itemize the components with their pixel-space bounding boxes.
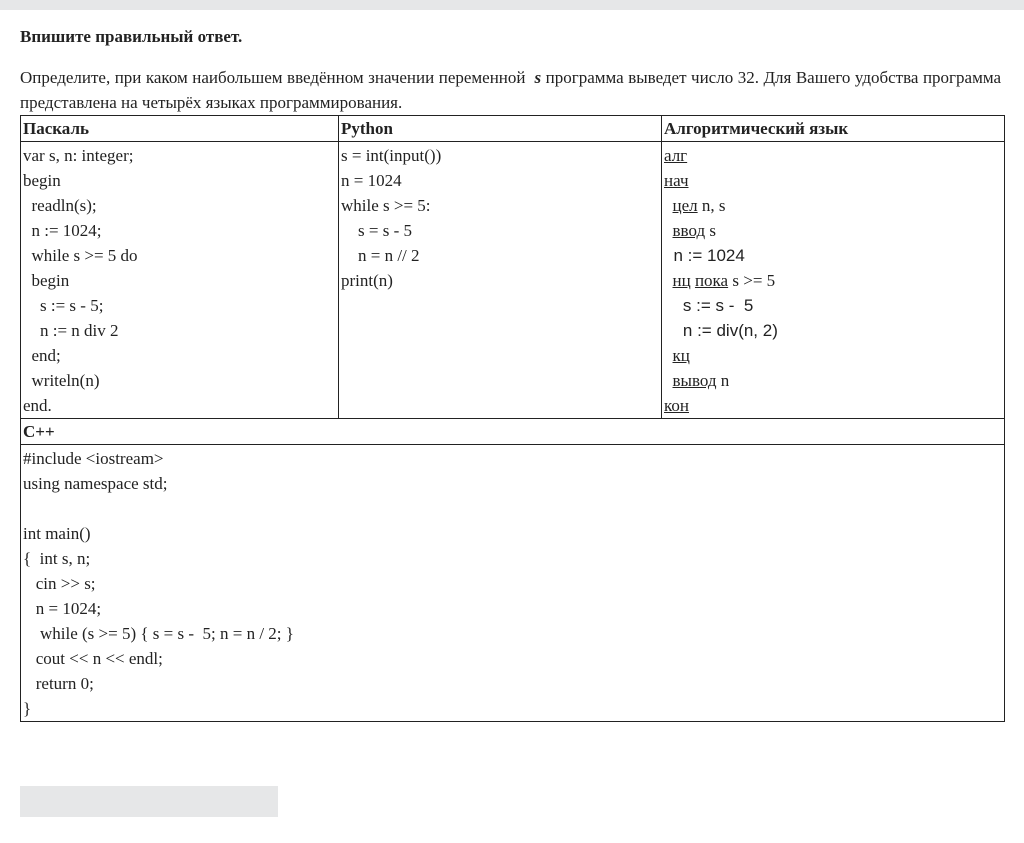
code-line: var s, n: integer; [23,146,134,165]
code-line: n := div(n, 2) [682,321,778,340]
keyword-vvod: ввод [672,221,706,240]
code-line: n := n div 2 [23,321,119,340]
cpp-code [21,445,1005,722]
code-line: n = 1024; [23,599,102,618]
instruction-text: Впишите правильный ответ. [20,27,243,46]
code-line: вывод n [672,371,730,390]
keyword-nc: нц [672,271,691,290]
header-pascal: Паскаль [21,116,339,142]
code-line [664,168,1002,193]
code-line [664,343,1002,368]
algo-code [662,142,1005,419]
code-line: end; [23,346,61,365]
variable-s: s [534,68,542,87]
keyword-cel: цел [672,196,698,215]
top-bar [0,0,1024,10]
code-line: s := s - 5; [23,296,104,315]
code-line: readln(s); [23,196,97,215]
code-line: ввод s [672,221,716,240]
code-line: #include <iostream> [23,449,164,468]
code-line: нц пока s >= 5 [672,271,776,290]
code-line: n = 1024 [341,171,402,190]
code-line: s := s - 5 [682,296,754,315]
code-line: s = int(input()) [341,146,442,165]
code-line: int main() [23,524,91,543]
code-line [23,496,1002,521]
pascal-code [21,142,339,419]
code-line: return 0; [23,674,94,693]
header-python: Python [339,116,662,142]
code-line: s = s - 5 [341,221,412,240]
code-line: } [23,699,32,718]
python-code [339,142,662,419]
code-line: n := 1024 [673,246,745,265]
code-line: end. [23,396,52,415]
answer-input[interactable] [20,786,278,817]
code-line: begin [23,271,70,290]
keyword-nach: нач [664,171,689,190]
code-line [664,393,1002,418]
code-line: while s >= 5: [341,196,431,215]
code-line: цел n, s [672,196,726,215]
code-line: writeln(n) [23,371,100,390]
code-line: print(n) [341,271,393,290]
code-line: while s >= 5 do [23,246,138,265]
keyword-alg: алг [664,146,688,165]
keyword-kc: кц [672,346,690,365]
question-text: Определите, при каком наибольшем введённом значении переменной s программа выведет число 32. Для Вашего удобства программа представлена на четырёх языках программирования. [20,68,1002,112]
keyword-kon: кон [664,396,689,415]
code-line: while (s >= 5) { s = s - 5; n = n / 2; } [23,624,294,643]
code-line: n = n // 2 [341,246,420,265]
code-line: { int s, n; [23,549,91,568]
code-line: cout << n << endl; [23,649,163,668]
code-line: n := 1024; [23,221,102,240]
code-table [20,115,1005,722]
header-algo: Алгоритмический язык [662,116,1005,142]
header-cpp: C++ [21,419,1005,445]
code-line: begin [23,171,61,190]
keyword-poka: пока [694,271,729,290]
code-line: using namespace std; [23,474,168,493]
code-line: cin >> s; [23,574,96,593]
code-line [664,142,1002,168]
keyword-vyvod: вывод [672,371,717,390]
